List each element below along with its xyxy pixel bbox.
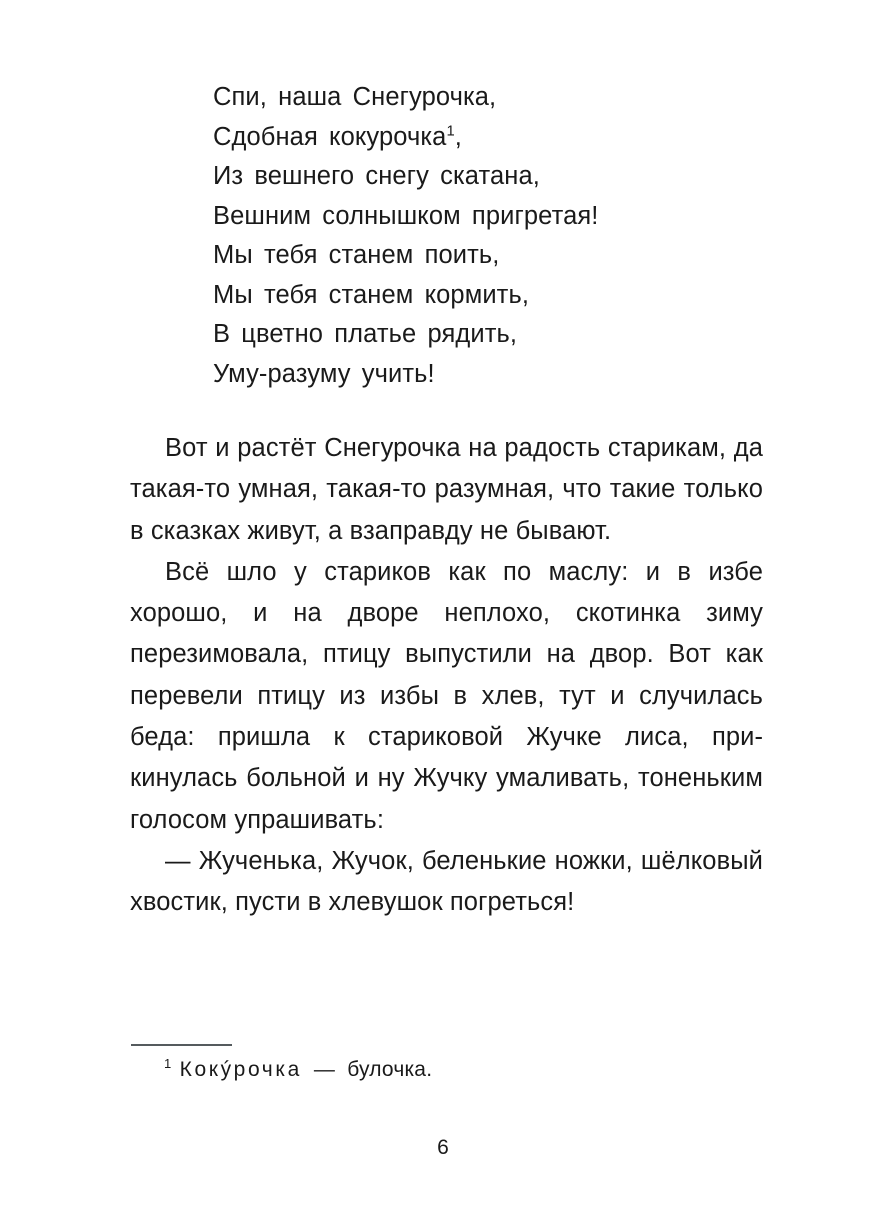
- footnote-separator-rule: [131, 1044, 232, 1046]
- footnote-block: [130, 1044, 763, 1084]
- poem-line: [213, 236, 773, 276]
- page-number: 6: [437, 1136, 449, 1159]
- footnote-marker: 1: [164, 1056, 172, 1071]
- poem-line: [213, 197, 773, 237]
- poem-line: [213, 355, 773, 395]
- footnote-term: Кокýрочка: [171, 1058, 302, 1081]
- poem-line-text: Вешним солнышком пригретая!: [213, 201, 599, 230]
- poem-line: [213, 157, 773, 197]
- footnote-text: [130, 1056, 763, 1084]
- poem-line-text: В цветно платье рядить,: [213, 320, 518, 348]
- paragraph: — Жученька, Жучок, беленькие ножки, шёлковый хвостик, пусти в хлевушок погреться!: [130, 846, 763, 917]
- poem-block: [213, 78, 773, 394]
- paragraph: Вот и растёт Снегурочка на радость старикам, да такая-то умная, такая-то разумная, что такие только в сказках живут, а взаправду не бывают.: [130, 434, 763, 545]
- poem-line: [213, 118, 773, 158]
- paragraph: Всё шло у стариков как по маслу: и в избе хорошо, и на дворе неплохо, скотинка зиму перезимовала, птицу выпустили на двор. Вот как перевели птицу из избы в хлев, тут и случилась беда: пришла к стариковой Жучке лиса, прикинулась больной и ну Жучку умаливать, тоненьким голосом упрашивать:: [130, 557, 763, 834]
- poem-line-text: Из вешнего снегу скатана,: [213, 162, 540, 190]
- footnote-definition: булочка.: [335, 1058, 433, 1081]
- poem-line-text: Мы тебя станем кормить,: [213, 280, 530, 309]
- poem-line-text: Уму-разуму учить!: [213, 359, 435, 388]
- poem-line-text: Мы тебя станем поить,: [213, 241, 500, 269]
- poem-line: [213, 276, 773, 316]
- poem-line: [213, 78, 773, 118]
- footnote-separator: —: [301, 1058, 336, 1081]
- poem-line-tail: ,: [454, 122, 462, 151]
- prose-block: [130, 428, 763, 924]
- poem-line-text: Спи, наша Снегурочка,: [213, 83, 497, 111]
- poem-line-text: Сдобная кокурочка: [213, 122, 447, 151]
- footnote-marker: 1: [446, 123, 455, 139]
- poem-line: [213, 315, 773, 355]
